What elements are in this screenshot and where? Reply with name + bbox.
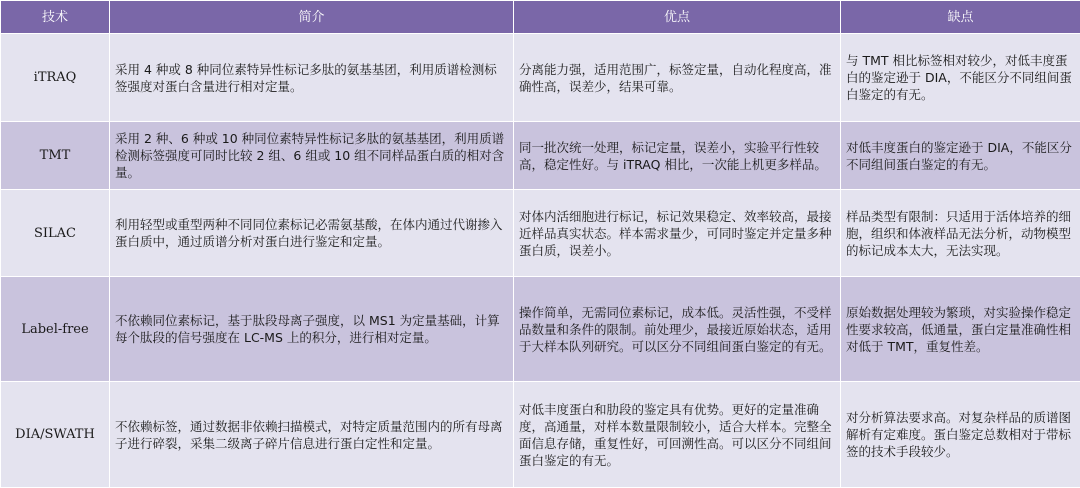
cons-cell: 对低丰度蛋白的鉴定逊于 DIA，不能区分不同组间蛋白鉴定的有无。 <box>841 122 1080 190</box>
cons-cell: 原始数据处理较为繁琐，对实验操作稳定性要求较高，低通量，蛋白定量准确性相对低于 TMT，重复性差。 <box>841 277 1080 382</box>
table-row <box>1 122 1080 190</box>
tech-cell: Label-free <box>1 277 110 382</box>
tech-cell: TMT <box>1 122 110 190</box>
pros-cell: 同一批次统一处理，标记定量，误差小，实验平行性较高，稳定性好。与 iTRAQ 相比，一次能上机更多样品。 <box>514 122 841 190</box>
tech-cell: iTRAQ <box>1 34 110 122</box>
cons-cell: 与 TMT 相比标签相对较少，对低丰度蛋白的鉴定逊于 DIA，不能区分不同组间蛋白鉴定的有无。 <box>841 34 1080 122</box>
header-row <box>1 1 1080 34</box>
header-intro: 简介 <box>110 1 514 34</box>
table-row <box>1 190 1080 277</box>
table-row <box>1 34 1080 122</box>
intro-cell: 不依赖同位素标记，基于肽段母离子强度，以 MS1 为定量基础，计算每个肽段的信号强度在 LC-MS 上的积分，进行相对定量。 <box>110 277 514 382</box>
cons-cell: 样品类型有限制：只适用于活体培养的细胞，组织和体液样品无法分析，动物模型的标记成本太大，无法实现。 <box>841 190 1080 277</box>
intro-cell: 采用 2 种、6 种或 10 种同位素特异性标记多肽的氨基基团，利用质谱检测标签强度可同时比较 2 组、6 组或 10 组不同样品蛋白质的相对含量。 <box>110 122 514 190</box>
intro-cell: 采用 4 种或 8 种同位素特异性标记多肽的氨基基团，利用质谱检测标签强度对蛋白含量进行相对定量。 <box>110 34 514 122</box>
header-pros: 优点 <box>514 1 841 34</box>
pros-cell: 对体内活细胞进行标记，标记效果稳定、效率较高，最接近样品真实状态。样本需求量少，可同时鉴定并定量多种蛋白质，误差小。 <box>514 190 841 277</box>
pros-cell: 操作简单，无需同位素标记，成本低。灵活性强，不受样品数量和条件的限制。前处理少，最接近原始状态，适用于大样本队列研究。可以区分不同组间蛋白鉴定的有无。 <box>514 277 841 382</box>
header-cons: 缺点 <box>841 1 1080 34</box>
tech-cell: SILAC <box>1 190 110 277</box>
intro-cell: 利用轻型或重型两种不同同位素标记必需氨基酸，在体内通过代谢掺入蛋白质中，通过质谱分析对蛋白进行鉴定和定量。 <box>110 190 514 277</box>
pros-cell: 对低丰度蛋白和肋段的鉴定具有优势。更好的定量准确度，高通量，对样本数量限制较小，适合大样本。完整全面信息存储，重复性好，可回溯性高。可以区分不同组间蛋白鉴定的有无。 <box>514 382 841 488</box>
cons-cell: 对分析算法要求高。对复杂样品的质谱图解析有定难度。蛋白鉴定总数相对于带标签的技术手段较少。 <box>841 382 1080 488</box>
pros-cell: 分离能力强，适用范围广，标签定量，自动化程度高，准确性高，误差少，结果可靠。 <box>514 34 841 122</box>
header-tech: 技术 <box>1 1 110 34</box>
tech-cell: DIA/SWATH <box>1 382 110 488</box>
table-row <box>1 277 1080 382</box>
table-row <box>1 382 1080 488</box>
intro-cell: 不依赖标签，通过数据非依赖扫描模式，对特定质量范围内的所有母离子进行碎裂，采集二级离子碎片信息进行蛋白定性和定量。 <box>110 382 514 488</box>
